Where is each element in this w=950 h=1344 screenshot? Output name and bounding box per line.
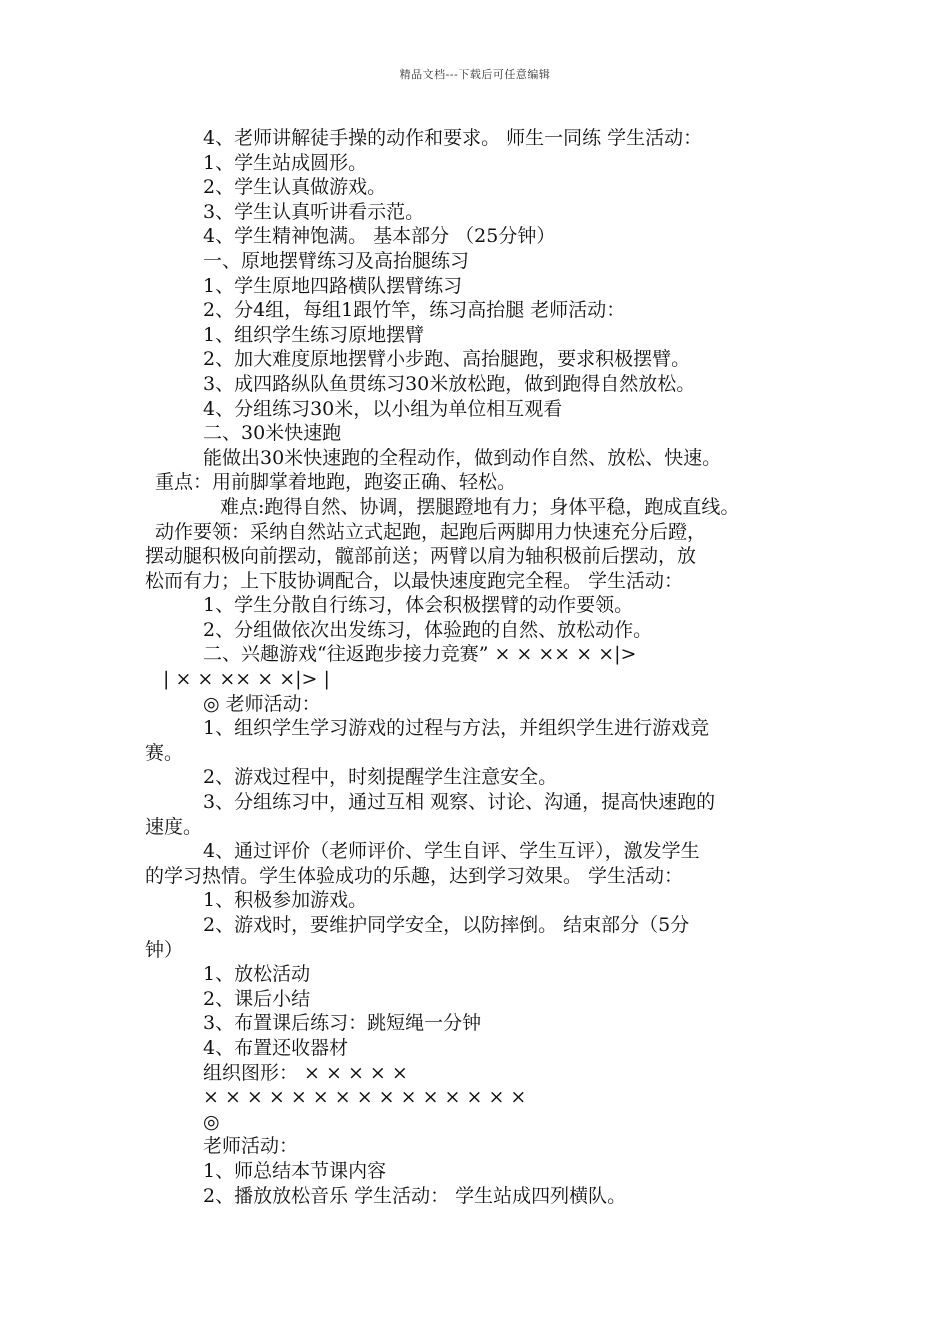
text-line: 3、成四路纵队鱼贯练习30米放松跑，做到跑得自然放松。 (203, 372, 696, 395)
text-line: 难点:跑得自然、协调，摆腿蹬地有力；身体平稳，跑成直线。 (220, 495, 740, 518)
text-line: 2、学生认真做游戏。 (203, 176, 387, 199)
text-line: 2、加大难度原地摆臂小步跑、高抬腿跑，要求积极摆臂。 (203, 348, 691, 371)
text-line: | × × ×× × ×|> | (163, 668, 330, 691)
page-header: 精品文档---下载后可任意编辑 (399, 68, 551, 81)
text-line: 3、布置课后练习：跳短绳一分钟 (203, 1012, 482, 1035)
text-line: 1、积极参加游戏。 (203, 889, 368, 912)
text-line: 4、老师讲解徒手操的动作和要求。 师生一同练 学生活动： (203, 127, 703, 149)
text-line: 2、游戏过程中，时刻提醒学生注意安全。 (203, 766, 558, 789)
text-line: 二、30米快速跑 (203, 422, 342, 445)
text-line: 3、分组练习中，通过互相 观察、讨论、沟通，提高快速跑的 (203, 791, 716, 814)
text-line: 速度。 (145, 815, 203, 838)
text-line: 1、师总结本节课内容 (203, 1159, 387, 1182)
text-line: 赛。 (145, 741, 184, 764)
text-line: 4、分组练习30米，以小组为单位相互观看 (203, 397, 563, 420)
text-line: 1、放松活动 (203, 963, 311, 986)
text-line: 重点：用前脚掌着地跑，跑姿正确、轻松。 (155, 471, 517, 494)
text-line: 二、兴趣游戏“往返跑步接力竞赛” × × ×× × ×|> (203, 643, 637, 666)
text-line: 1、学生原地四路横队摆臂练习 (203, 274, 463, 297)
text-line: 钟） (145, 938, 184, 961)
text-line: 2、播放放松音乐 学生活动： 学生站成四列横队。 (203, 1184, 627, 1207)
text-line: 能做出30米快速跑的全程动作，做到动作自然、放松、快速。 (203, 446, 722, 469)
text-line: 4、学生精神饱满。 基本部分 （25分钟） (203, 225, 556, 248)
text-line: 2、分组做依次出发练习，体验跑的自然、放松动作。 (203, 618, 653, 641)
text-line: ◎ (203, 1110, 220, 1133)
document-body (0, 126, 950, 1208)
text-line: 一、原地摆臂练习及高抬腿练习 (203, 249, 470, 272)
text-line: 松而有力；上下肢协调配合，以最快速度跑完全程。 学生活动： (145, 569, 684, 592)
text-line: 老师活动： (203, 1135, 299, 1158)
text-line: 1、学生分散自行练习，体会积极摆臂的动作要领。 (203, 594, 634, 617)
text-line: 4、通过评价（老师评价、学生自评、学生互评），激发学生 (203, 840, 700, 863)
text-line: 1、学生站成圆形。 (203, 151, 368, 174)
text-line: 2、课后小结 (203, 987, 311, 1010)
text-line: ◎ 老师活动： (203, 692, 321, 715)
text-line: 1、组织学生练习原地摆臂 (203, 323, 425, 346)
text-line: 1、组织学生学习游戏的过程与方法，并组织学生进行游戏竞 (203, 717, 710, 740)
text-line: 2、游戏时，要维护同学安全，以防摔倒。 结束部分（5分 (203, 914, 690, 936)
text-line: 的学习热情。学生体验成功的乐趣，达到学习效果。 学生活动： (145, 864, 684, 887)
text-line: 摆动腿积极向前摆动，髋部前送；两臂以肩为轴积极前后摆动，放 (145, 545, 697, 568)
text-line: 动作要领：采纳自然站立式起跑，起跑后两脚用力快速充分后蹬， (155, 520, 707, 543)
text-line: 组织图形： × × × × × (203, 1061, 408, 1084)
text-line: × × × × × × × × × × × × × × × (203, 1086, 527, 1109)
text-line: 3、学生认真听讲看示范。 (203, 200, 425, 223)
text-line: 2、分4组，每组1跟竹竿，练习高抬腿 老师活动： (203, 299, 626, 322)
text-line: 4、布置还收器材 (203, 1036, 349, 1059)
